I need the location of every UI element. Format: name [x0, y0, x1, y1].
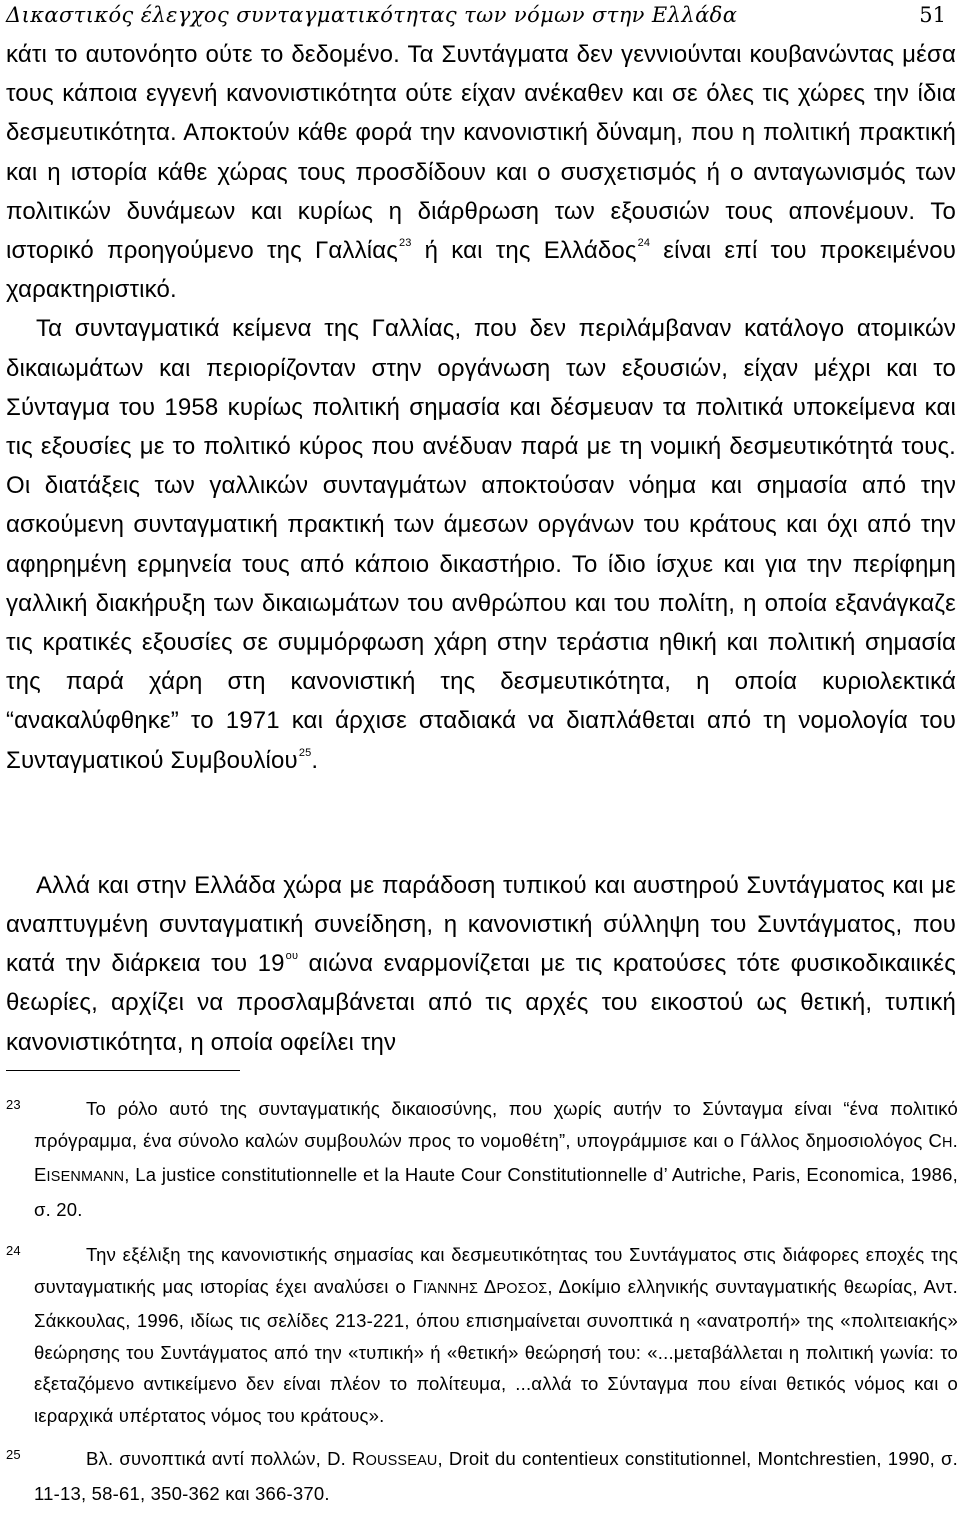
footnote-number: 24: [6, 1243, 21, 1258]
footnote-number: 25: [6, 1447, 21, 1462]
footnote-text: Βλ. συνοπτικά αντί πολλών, D. ROUSSEAU, Droit du contentieux constitutionnel, Montchrestien, 1990, σ. 11-13, 58-61, 350-362 και 366-370.: [34, 1448, 959, 1504]
footnote-ref-25[interactable]: 25: [298, 746, 312, 759]
paragraph-3: Αλλά και στην Ελλάδα χώρα με παράδοση τυπικού και αυστηρού Συντάγματος και με αναπτυγμένη συνταγματική συνείδηση, η κανονιστική σύλληψη του Συντάγματος, που κατά την διάρκεια του $19^{o\upsilon}$ αιώνα εναρμονίζεται με τις κρατούσες τότε φυσικοδικαιικές θεωρίες, αρχίζει να προσλαμβάνεται από τις αρχές του εικοστού ως θετική, τυπική κανονιστικότητα, η οποία οφείλει την: [6, 871, 956, 1056]
footnote-number: 23: [6, 1097, 21, 1112]
footnote-23: [6, 1093, 958, 1225]
paragraph-spacer: [6, 780, 956, 866]
footnote-text: Το ρόλο αυτό της συνταγματικής δικαιοσύνης, που χωρίς αυτήν το Σύνταγμα είναι “ένα πολιτικό πρόγραμμα, ένα σύνολο καλών συμβουλών προς το νομοθέτη”, υπογράμμισε και ο Γάλλος δημοσιολόγος CH. EISENMANN, La justice constitutionnelle et la Haute Cour Constitutionnelle d’ Autriche, Paris, Economica, 1986, σ. 20.: [34, 1098, 958, 1220]
paragraph-2: Τα συνταγματικά κείμενα της Γαλλίας, που δεν περιλάμβαναν κατάλογο ατομικών δικαιωμάτων και περιορίζονταν στην οργάνωση των εξουσιών, είχαν μέχρι και το Σύνταγμα του 1958 κυρίως πολιτική σημασία και δέσμευαν τα πολιτικά υποκείμενα και τις εξουσίες με το πολιτικό κύρος που ανέδυαν παρά με τη νομική δεσμευτικότητά τους. Οι διατάξεις των γαλλικών συνταγμάτων αποκτούσαν νόημα και σημασία από την ασκούμενη συνταγματική πρακτική των άμεσων οργάνων του κράτους και όχι από την αφηρημένη ερμηνεία τους από κάποιο δικαστήριο. Το ίδιο ίσχυε και για την περίφημη γαλλική διακήρυξη των δικαιωμάτων του ανθρώπου και του πολίτη, η οποία εξανάγκαζε τις κρατικές εξουσίες σε συμμόρφωση χάρη στην τεράστια ηθική και πολιτική σημασία της παρά χάρη στη κανονιστική της δεσμευτικότητα, η οποία κυριολεκτικά “ανακαλύφθηκε” το 1971 και άρχισε σταδιακά να διαπλάθεται από τη νομολογία του Συνταγματικού Συμβουλίου$^{25}$.: [6, 315, 956, 774]
page-number: 51: [919, 3, 946, 27]
ordinal-suffix: ου: [285, 950, 299, 963]
footnote-ref-24[interactable]: 24: [637, 237, 651, 250]
running-header: [6, 0, 952, 34]
footnote-ref-23[interactable]: 23: [398, 237, 412, 250]
footnotes: [6, 1093, 958, 1509]
footnote-24: [6, 1239, 958, 1431]
paragraph-1: κάτι το αυτονόητο ούτε το δεδομένο. Τα Συντάγματα δεν γεννιούνται κουβανώντας μέσα τους κάποια εγγενή κανονιστικότητα ούτε είχαν ανέκαθεν και σε όλες τις χώρες την ίδια δεσμευτικότητα. Αποκτούν κάθε φορά την κανονιστική δύναμη, που η πολιτική πρακτική και η ιστορία κάθε χώρας τους προσδίδουν και ο συσχετισμός ή ο ανταγωνισμός των πολιτικών δυνάμεων και κυρίως η διάρθρωση των εξουσιών τους απονέμουν. Το ιστορικό προηγούμενο της Γαλλίας$^{23}$ ή και της Ελλάδος$^{24}$ είναι επί του προκειμένου χαρακτηριστικό.: [6, 41, 956, 304]
running-title: Δικαστικός έλεγχος συνταγματικότητας των νόμων στην Ελλάδα: [6, 3, 738, 27]
footnote-text: Την εξέλιξη της κανονιστικής σημασίας και δεσμευτικότητας του Συντάγματος στις διάφορες εποχές της συνταγματικής μας ιστορίας έχει αναλύσει ο ΓΙΆΝΝΗΣ ΔΡΟΣΟΣ, Δοκίμιο ελληνικής συνταγματικής θεωρίας, Αντ. Σάκκουλας, 1996, ιδίως τις σελίδες 213-221, όπου επισημαίνεται συνοπτικά η «ανατροπή» της «πολιτειακής» θεώρησης του Συντάγματος από την «τυπική» ή «θετική» θεώρησή του: «...μεταβάλλεται η πολιτική γωνία: το εξεταζόμενο αντικείμενο δεν είναι πλέον το πολίτευμα, ...αλλά το Σύνταγμα που είναι θετικός νόμος και ο ιεραρχικά υπέρτατος νόμος του κράτους».: [34, 1244, 958, 1426]
main-text: [6, 35, 956, 1062]
footnote-separator: [6, 1070, 240, 1071]
footnote-25: [6, 1443, 958, 1509]
